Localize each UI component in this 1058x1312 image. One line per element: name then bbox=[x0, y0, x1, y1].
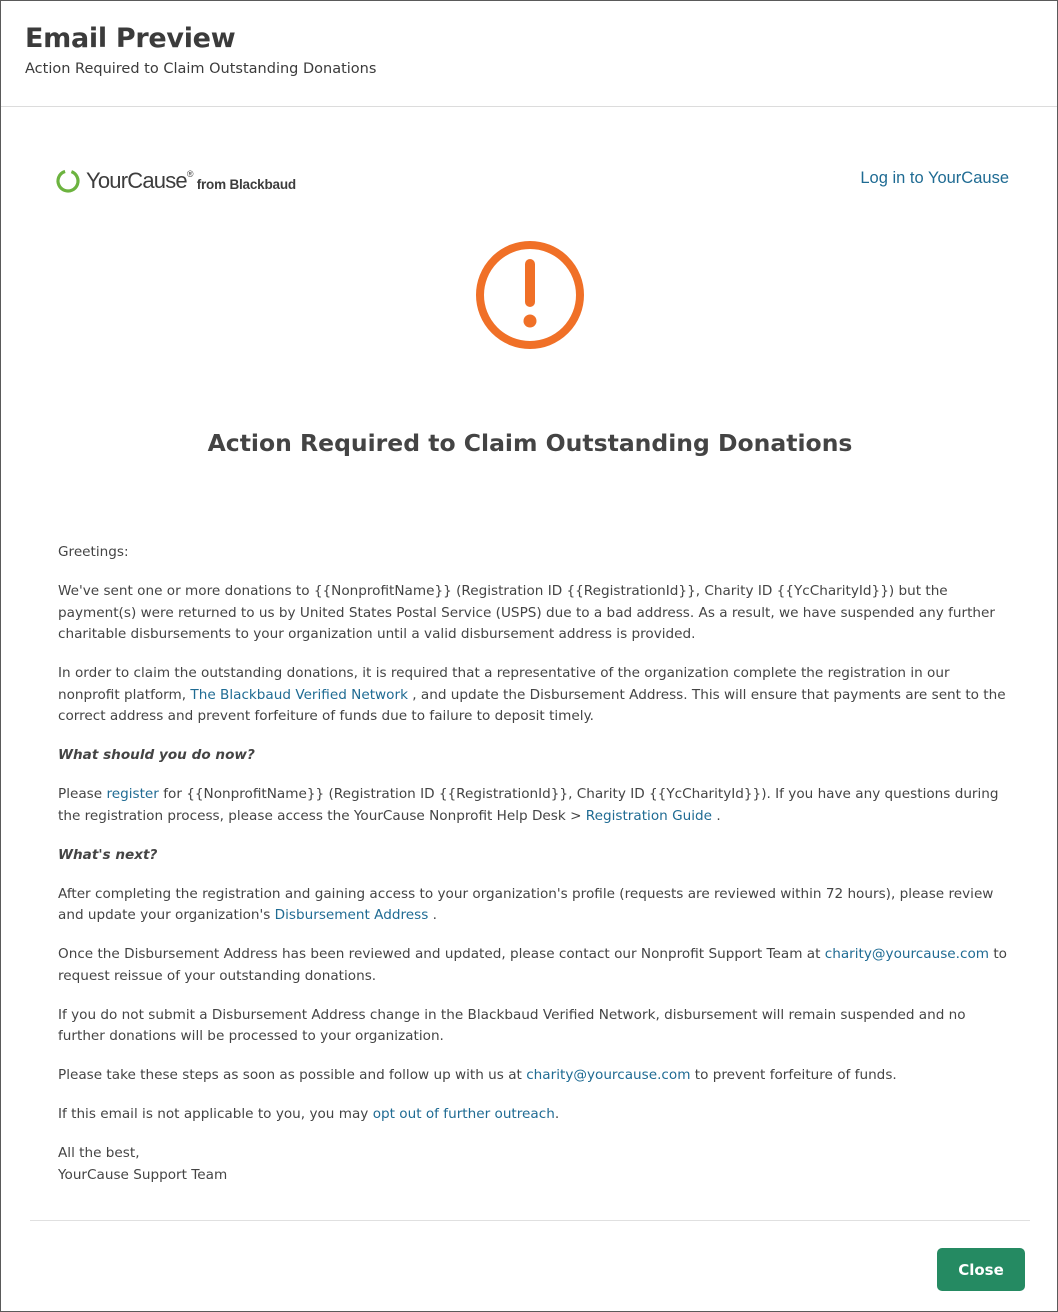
logo-brand: YourCause® bbox=[86, 168, 193, 193]
paragraph-follow-up: Please take these steps as soon as possible and follow up with us at charity@yourcause.com to prevent forfeiture of funds. bbox=[58, 1067, 897, 1083]
charity-email-link[interactable]: charity@yourcause.com bbox=[824, 946, 990, 962]
paragraph-returned-payments: We've sent one or more donations to {{NonprofitName}} (Registration ID {{RegistrationId}}, Charity ID {{YcCharityId}}) but the payment(s) were returned to us by United States Postal Service (USPS) due to a bad address. As a result, we have suspended any further charitable disbursements to your organization until a valid disbursement address is provided. bbox=[58, 583, 995, 642]
close-button[interactable]: Close bbox=[937, 1248, 1025, 1291]
paragraph-contact-support: Once the Disbursement Address has been reviewed and updated, please contact our Nonprofit Support Team at charity@yourcause.com to request reissue of your outstanding donations. bbox=[58, 946, 1007, 984]
exclamation-alert-icon bbox=[474, 239, 586, 351]
question-what-to-do: What should you do now? bbox=[58, 747, 255, 763]
disbursement-address-link[interactable]: Disbursement Address bbox=[274, 907, 429, 923]
footer-divider bbox=[30, 1220, 1030, 1221]
email-content bbox=[58, 542, 1008, 1204]
yourcause-ring-icon bbox=[55, 168, 81, 194]
verified-network-link[interactable]: The Blackbaud Verified Network bbox=[190, 686, 408, 703]
question-whats-next: What's next? bbox=[58, 846, 158, 863]
paragraph-claim-instructions: In order to claim the outstanding donations, it is required that a representative of the organization complete the registration in our nonprofit platform, The Blackbaud Verified Network , and update the Disbursement Address. This will ensure that payments are sent to the correct address and prevent forfeiture of funds due to failure to deposit timely. bbox=[58, 665, 1006, 724]
signoff: All the best, bbox=[58, 1145, 140, 1161]
signature: YourCause Support Team bbox=[58, 1166, 228, 1183]
charity-email-link-2[interactable]: charity@yourcause.com bbox=[526, 1067, 691, 1083]
email-heading: Action Required to Claim Outstanding Donations bbox=[207, 429, 853, 457]
modal-subtitle: Action Required to Claim Outstanding Donations bbox=[25, 61, 377, 77]
modal-header bbox=[1, 1, 1057, 107]
modal-title: Email Preview bbox=[25, 23, 236, 54]
register-link[interactable]: register bbox=[106, 786, 159, 802]
paragraph-after-registration: After completing the registration and gaining access to your organization's profile (requests are reviewed within 72 hours), please review and update your organization's Disbursement Address . bbox=[58, 885, 994, 923]
paragraph-suspension-warning: If you do not submit a Disbursement Address change in the Blackbaud Verified Network, disbursement will remain suspended and no further donations will be processed to your organization. bbox=[58, 1006, 966, 1044]
paragraph-register: Please register for {{NonprofitName}} (Registration ID {{RegistrationId}}, Charity ID {{YcCharityId}}). If you have any questions during the registration process, please access the YourCause Nonprofit Help Desk > Registration Guide . bbox=[58, 786, 999, 824]
signoff-block bbox=[58, 1143, 1008, 1186]
paragraph-opt-out: If this email is not applicable to you, you may opt out of further outreach. bbox=[58, 1106, 560, 1122]
opt-out-link[interactable]: opt out of further outreach bbox=[372, 1106, 555, 1122]
registration-guide-link[interactable]: Registration Guide bbox=[585, 807, 713, 824]
yourcause-logo bbox=[55, 166, 296, 196]
email-body bbox=[1, 108, 1057, 1220]
logo-from: from Blackbaud bbox=[196, 176, 296, 192]
login-link[interactable]: Log in to YourCause bbox=[860, 169, 1009, 187]
greeting: Greetings: bbox=[58, 544, 129, 560]
